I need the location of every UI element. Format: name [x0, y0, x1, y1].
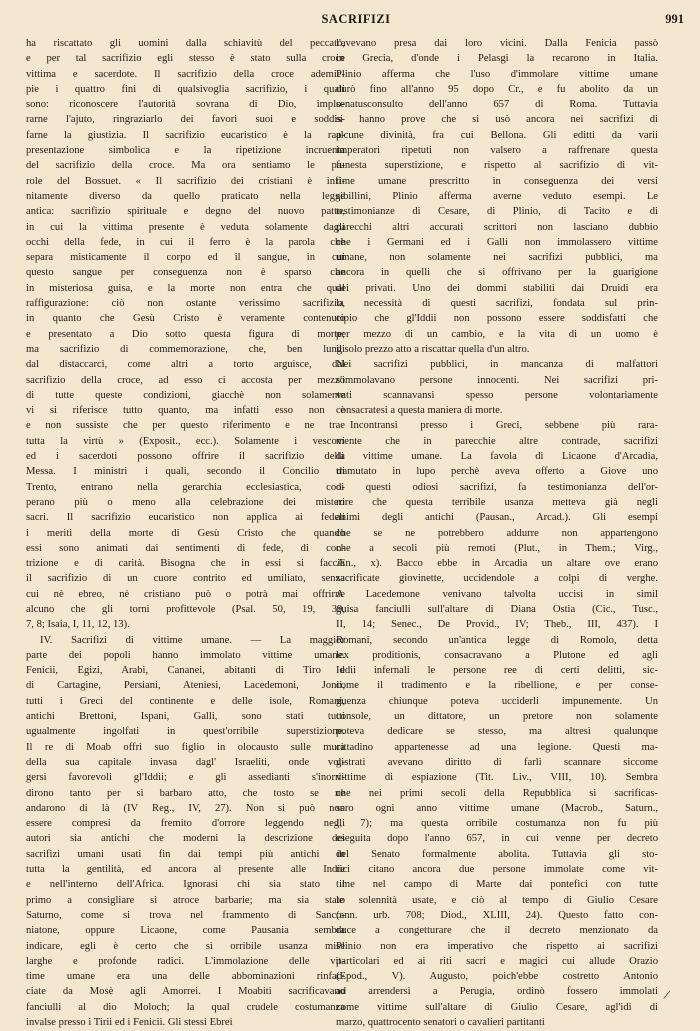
text-line: dei privati. Uno dei dommi stabiliti dai Druidi era — [336, 282, 658, 294]
text-line: trizione e di carità. Bisogna che in essi si faccia — [26, 558, 345, 570]
text-line: Æn., x). Bacco ebbe in Arcadia un altare ove erano — [336, 558, 658, 570]
text-line: del sacrifizio della croce. Ma ora sentiamo le pa- — [26, 160, 345, 172]
text-line: sacrificate giovinette, uccidendole a colpi di verghe. — [336, 573, 658, 585]
text-line: sibillini, Plinio afferma averne veduto esempi. Le — [336, 190, 658, 202]
text-line: la necessità di questi sacrifizi, fondata sul prin- — [336, 298, 658, 310]
text-line: mente che in parecchie altre contrade, sacrifizi — [336, 435, 658, 447]
text-line: in misteriosa guisa, e la morte non entra che qual — [26, 282, 345, 294]
text-line: IV. Sacrifizi di vittime umane. — La maggior — [40, 634, 345, 646]
text-line: Incontransi presso i Greci, sebbene più rara- — [350, 420, 658, 432]
text-line: sacrifizio della croce, ad esso ci accosta per mezzo — [26, 374, 345, 386]
text-line: gistrati avevano diritto di farli scannare siccome — [336, 756, 658, 768]
text-line: questo sangue per conseguenza non è sparso che — [26, 267, 345, 279]
text-line: sero ogni anno vittime umane (Macrob., Saturn., — [336, 802, 658, 814]
text-line: ad arrendersi a Perugia, ordinò fossero immolati — [336, 986, 658, 998]
text-line: tutta la virtù » (Exposit., ecc.). Solamente i vescovi — [26, 435, 345, 447]
text-line: Trento, entrano nella gerarchia ecclesiastica, coo- — [26, 481, 345, 493]
text-line: che i Germani ed i Galli non immolassero vittime — [336, 236, 658, 248]
text-line: essere compresi da fremito d'orrore leggendo negli — [26, 818, 345, 830]
text-line: vi si riferisce tutto quanto, ma infatti esso non è — [26, 405, 345, 417]
text-line: Plinio afferma che l'uso d'immolare vittime umane — [336, 68, 658, 80]
text-line: raffigurazione: ciò non ostante verissimo sacrifizio, — [26, 298, 345, 310]
text-line: sacri. Il sacrifizio eucaristico non applica ai fedeli — [26, 512, 345, 524]
text-line: umane, non solamente nei sacrifizi pubblici, ma — [336, 252, 658, 264]
text-line: tramutato in lupo perchè aveva offerto a Giove uno — [336, 466, 658, 478]
text-line: come il tradimento e la ribellione, e per conse- — [336, 680, 658, 692]
text-line: funesta superstizione, e rispetto al sacrifizio di vit- — [336, 160, 658, 172]
text-line: marzo, quattrocento senatori o cavalieri partitanti — [336, 1017, 545, 1028]
text-line: e presentato a Dio sotto questa figura di morte; — [26, 328, 345, 340]
text-line: nitamente diverso da quello praticato nella legge — [26, 190, 345, 202]
page-number: 991 — [665, 12, 684, 26]
text-line: occhi della fede, in cui il ferro è la parola che — [26, 236, 345, 248]
text-line: alcuno che gli torni profittevole (Psal. 50, 19, 39, — [26, 603, 345, 615]
text-line: time umane era una delle abbominazioni rinfac- — [26, 971, 345, 983]
text-line: e non sussiste che per questo riferimento e ne trae — [26, 420, 345, 432]
text-line: separa misticamente il corpo ed il sangue, in cui — [26, 252, 345, 264]
text-line: eseguita dopo l'anno 657, in cui venne per decreto — [336, 833, 658, 845]
text-line: Il re di Moab offrì suo figlio in olocausto sulle mura — [26, 741, 345, 753]
text-line: parte dei popoli hanno immolato vittime umane. — [26, 649, 345, 661]
text-line: il sacrifizio di un cuore contrito ed umiliato, senza — [26, 573, 345, 585]
text-line: vittima e sacerdote. Il sacrifizio della croce ademie- — [26, 68, 345, 80]
text-line: l'avevano presa dai loro vicini. Dalla Fenicia passò — [336, 38, 658, 49]
text-line: animi degli antichi (Pausan., Arcad.). Gli esempi — [336, 512, 658, 524]
text-line: i meriti della morte di Gesù Cristo che quando — [26, 527, 345, 539]
text-line: sacrifizi umani usati fin dai tempi più antichi in — [26, 848, 345, 860]
text-line: ciate da Mosè agli Amorrei. I Moabiti sacrificavano — [26, 986, 345, 998]
text-line: autori sia antichi che moderni la descrizione dei — [26, 833, 345, 845]
text-line: dirono tanto per sì barbaro atto, che tosto se ne — [26, 787, 345, 799]
text-line: (Epod., V). Augusto, poich'ebbe costretto Antonio — [336, 971, 658, 983]
text-line: perano più o meno alla celebrazione dei misteri — [26, 496, 345, 508]
text-line: antica: sacrifizio spirituale e degno del nuovo patto, — [26, 206, 345, 218]
text-line: (ann. urb. 708; Diod., XLIII, 24). Questo fatto con- — [336, 909, 658, 921]
left-column — [26, 36, 345, 1030]
text-line: particolari ed ai riti sacri e magici cui allude Orazio — [336, 955, 658, 967]
text-line: 7, 8; Isaia, I, 11, 12, 13). — [26, 619, 130, 631]
text-line: durò fino all'anno 95 dopo Cr., e fu abolito da un — [336, 83, 658, 95]
text-line: di questi odiosi sacrifizi, fa testimonianza dell'or- — [336, 481, 658, 493]
text-line: della sua capitale invasa dagl' Israeliti, onde vol- — [26, 756, 345, 768]
text-line: si hanno prove che si usò ancora nei sacrifizi di — [336, 114, 658, 126]
text-line: in Grecia, d'onde i Pelasgi la recarono in Italia. — [336, 53, 658, 65]
text-line: in quanto che Gesù Cristo è veramente contenuto — [26, 313, 345, 325]
text-line: Iddii infernali le persone ree di certi delitti, sic- — [336, 665, 658, 677]
text-line: Plinio non era imperativo che rispetto ai sacrifizi — [336, 940, 658, 952]
text-line: presentazione simbolica e la ripetizione incruenta — [26, 145, 345, 157]
text-line: in cui la vittima presente è veduta solamente dagli — [26, 221, 345, 233]
text-line: sono: riconoscere l'autorità sovrana di Dio, implo- — [26, 99, 345, 111]
text-line: lex proditionis, consacravano a Plutone ed agli — [336, 649, 658, 661]
text-line: Messa. I ministri i quali, secondo il Concilio di — [26, 466, 345, 478]
text-line: e nell'interno dell'Africa. Ignorasi chi sia stato il — [26, 879, 345, 891]
text-line: A Lacedemone venivano talvolta uccisi in simil — [336, 588, 658, 600]
text-line: s'immolavano persone innocenti. Nei sacrifizi pri- — [336, 374, 658, 386]
text-line: cui nè ebreo, nè cristiano può o potrà mai offrirne — [26, 588, 345, 600]
right-column — [336, 36, 658, 1030]
text-line: vittime di espiazione (Tit. Liv., VIII, 10). Sembra — [336, 772, 658, 784]
text-line: Romani, secondo un'antica legge di Romolo, detta — [336, 634, 658, 646]
text-line: come vittime sull'altare di Giulio Cesare, agl'idi di — [336, 1001, 658, 1013]
text-line: fanciulli al dio Moloch; la qual crudele costumanza — [26, 1001, 345, 1013]
text-line: primo a consigliare sì atroce barbarie; ma sia stato — [26, 894, 345, 906]
text-line: guenza chiunque poteva ucciderli impunemente. Un — [336, 695, 658, 707]
text-line: tutta la gentilità, ed ancora al presente alle Indie — [26, 864, 345, 876]
text-line: cittadino appartenesse ad una legione. Questi ma- — [336, 741, 658, 753]
text-line: console, un dittatore, un pretore non solamente — [336, 711, 658, 723]
text-line: che a secoli più remoti (Plut., in Them.; Virg., — [336, 542, 658, 554]
text-line: Fenicii, Egizi, Arabi, Cananei, abitanti di Tiro e — [26, 665, 345, 677]
text-line: che nei primi secoli della Repubblica si sacrificas- — [336, 787, 658, 799]
text-line: Saturno, come si trova nel frammento di Sanco- — [26, 909, 345, 921]
text-line: gersi favorevoli gl'Iddii; e gli assedianti s'inorri- — [26, 772, 345, 784]
text-line: role del Bossuet. « Il sacrifizio dei cristiani è infi- — [26, 175, 345, 187]
text-line: duce a congetturare che il decreto menzionato da — [336, 925, 658, 937]
text-line: consacratesi a questa maniera di morte. — [336, 405, 503, 417]
text-line: essi sono animati dai sentimenti di fede, di con- — [26, 542, 345, 554]
text-line: farne la giustizia. Il sacrifizio eucaristico è la rap- — [26, 129, 345, 141]
text-line: rore che questa terribile usanza metteva già negli — [336, 496, 658, 508]
text-line: di vittime umane. La favola di Licaone d'Arcadia, — [336, 451, 658, 463]
text-line: vati scannavansi spesso persone volontariamente — [336, 389, 658, 401]
text-line: poteva dedicare se stesso, ma altresì qualunque — [336, 726, 658, 738]
text-line: e per tal sacrifizio egli stesso è stato sulla croce — [26, 53, 345, 65]
text-line: le solennità usate, e ciò al tempo di Giulio Cesare — [336, 894, 658, 906]
text-line: senatusconsulto dell'anno 657 di Roma. Tuttavia — [336, 99, 658, 111]
text-line: rici citano ancora due persone immolate come vit- — [336, 864, 658, 876]
text-line: ed i sacerdoti possono offrire il sacrifizio della — [26, 451, 345, 463]
text-line: time nel campo di Marte dai pontefici con tutte — [336, 879, 658, 891]
text-line: imperatori ripetuti non valsero a raffrenare questa — [336, 145, 658, 157]
text-line: indicare, egli è certo che sì orribile usanza mise — [26, 940, 345, 952]
text-line: ancora in quelli che si offrivano per la guarigione — [336, 267, 658, 279]
text-line: invalse presso i Tirii ed i Fenicii. Gli stessi Ebrei — [26, 1017, 233, 1028]
text-line: ugualmente ingolfati in quest'orribile superstizione. — [26, 726, 345, 738]
text-line: guisa fanciulli sull'altare di Diana Ostia (Cic., Tusc., — [336, 603, 658, 615]
text-line: rarne l'ajuto, ringraziarlo dei favori suoi e soddis- — [26, 114, 345, 126]
text-line: testimonianze di Cesare, di Plinio, di Tacito e di — [336, 206, 658, 218]
running-title: SACRIFIZI — [321, 12, 391, 26]
text-line: di Cartagine, Persiani, Ateniesi, Lacedemoni, Jonii, — [26, 680, 345, 692]
text-line: alcune divinità, fra cui Bellona. Gli editti da varii — [336, 129, 658, 141]
text-line: ma sacrifizio di commemorazione, che, ben lungi — [26, 343, 345, 355]
text-line: I, 7); ma questa orribile costumanza non fu più — [336, 818, 658, 830]
text-line: del Senato formalmente abolita. Tuttavia gli sto- — [336, 848, 658, 860]
text-line: time umane prescritto in conseguenza dei versi — [336, 175, 658, 187]
text-line: pie i quattro fini di qualsivoglia sacrifizio, i quali — [26, 83, 345, 95]
text-line: larghe e profonde radici. L'immolazione delle vit- — [26, 955, 345, 967]
text-line: tutti i Greci del continente e delle isole, Romani, — [26, 695, 345, 707]
page-corner-mark: / — [662, 988, 671, 1004]
text-line: andarono di là (IV Reg., IV, 27). Non si può non — [26, 802, 345, 814]
text-line: II, 14; Senec., De Provid., IV; Theb., III, 437). I — [336, 619, 658, 631]
text-line: per mezzo di un cambio, e la vita di un uomo è — [336, 328, 658, 340]
text-line: parecchi altri accurati scrittori non lasciano dubbio — [336, 221, 658, 233]
text-line: di tutte queste condizioni, giacchè non solamente — [26, 389, 345, 401]
text-line: dal distaccarci, come altri a torto arguisce, dal — [26, 359, 345, 371]
text-line: ha riscattato gli uomini dalla schiavitù del peccato, — [26, 38, 345, 49]
text-line: cipio che gl'Iddii non possono essere soddisfatti che — [336, 313, 658, 325]
text-line: niatone, oppure Licaone, come Pausania sembra — [26, 925, 345, 937]
text-line: antichi Brettoni, Ispani, Galli, sono stati tutti — [26, 711, 345, 723]
text-line: il solo prezzo atto a riscattar quella d'un altro. — [336, 343, 530, 355]
text-line: Nei sacrifizi pubblici, in mancanza di malfattori — [336, 359, 658, 371]
text-line: che se ne potrebbero addurre non appartengono — [336, 527, 658, 539]
page-header — [28, 12, 684, 32]
